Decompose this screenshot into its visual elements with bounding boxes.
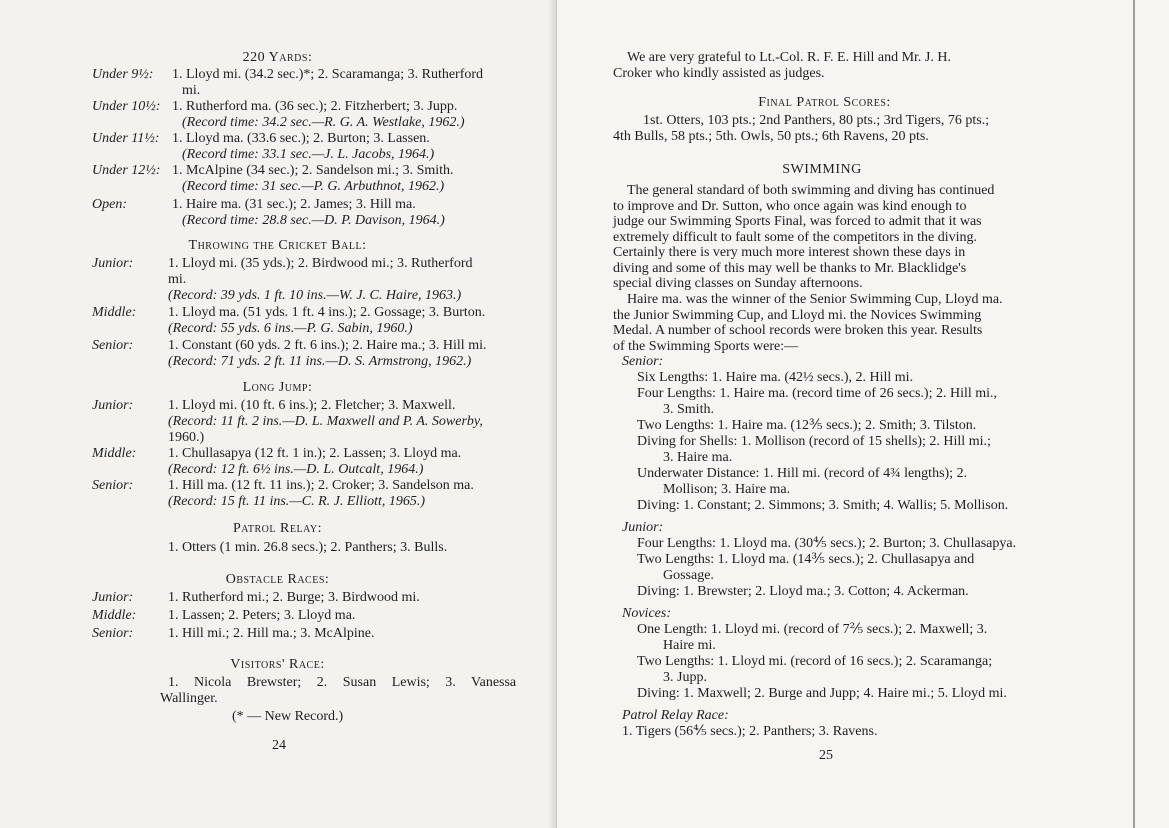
entry-obstacle-senior: [92, 626, 532, 644]
page-number: 25: [819, 748, 833, 763]
paragraph-line: the Junior Swimming Cup, and Lloyd mi. the Novices Swimming: [613, 307, 982, 323]
entry-cricket-middle: [92, 305, 532, 339]
entry-label: Middle:: [92, 305, 137, 320]
entry-line: 1. McAlpine (34 sec.); 2. Sandelson mi.; 3. Smith.: [172, 163, 454, 178]
record-line: (Record time: 34.2 sec.—R. G. A. Westlake, 1962.): [182, 115, 465, 130]
entry-line: 1. Lloyd ma. (33.6 sec.); 2. Burton; 3. Lassen.: [172, 131, 430, 146]
swimming-paragraph-1: [613, 183, 1033, 292]
entry-line: 1. Lloyd mi. (10 ft. 6 ins.); 2. Fletcher; 3. Maxwell.: [168, 398, 456, 413]
intro-paragraph: [613, 50, 1033, 81]
entry-visitors-race: [160, 675, 517, 709]
entry-label: Under 11½:: [92, 131, 160, 146]
result-line: Two Lengths: 1. Haire ma. (12⅗ secs.); 2. Smith; 3. Tilston.: [637, 418, 977, 433]
paragraph-line: Croker who kindly assisted as judges.: [613, 65, 825, 81]
swimming-heading: SWIMMING: [782, 162, 862, 177]
result-line: Gossage.: [663, 568, 714, 583]
result-line: Two Lengths: 1. Lloyd ma. (14⅗ secs.); 2. Chullasapya and: [637, 552, 975, 567]
result-line: Six Lengths: 1. Haire ma. (42½ secs.), 2. Hill mi.: [637, 370, 914, 385]
result-line: 3. Smith.: [663, 402, 714, 417]
group-label-junior: Junior:: [622, 520, 664, 535]
entry-under-11: [92, 131, 532, 165]
result-line: Diving: 1. Maxwell; 2. Burge and Jupp; 4. Haire mi.; 5. Lloyd mi.: [637, 686, 1007, 701]
entry-label: Middle:: [92, 446, 137, 461]
entry-longjump-junior: [92, 398, 532, 448]
entry-obstacle-junior: [92, 590, 532, 608]
paragraph-line: to improve and Dr. Sutton, who once again was kind enough to: [613, 198, 967, 214]
section-heading-patrol-relay: Patrol Relay:: [233, 521, 322, 536]
result-line: Four Lengths: 1. Lloyd ma. (30⅘ secs.); 2. Burton; 3. Chullasapya.: [637, 536, 1017, 551]
entry-label: Under 10½:: [92, 99, 161, 114]
entry-label: Middle:: [92, 608, 137, 623]
record-line: (Record: 55 yds. 6 ins.—P. G. Sabin, 1960.): [168, 321, 413, 336]
entry-line: 1. Chullasapya (12 ft. 1 in.); 2. Lassen; 3. Lloyd ma.: [168, 446, 462, 461]
entry-cricket-junior: [92, 256, 532, 306]
entry-label: Open:: [92, 197, 127, 212]
section-heading-visitors-race: Visitors' Race:: [230, 657, 325, 672]
record-line: (Record: 12 ft. 6½ ins.—D. L. Outcalt, 1964.): [168, 462, 424, 477]
result-line: Diving for Shells: 1. Mollison (record of 15 shells); 2. Hill mi.;: [637, 434, 991, 449]
entry-label: Senior:: [92, 626, 134, 641]
final-patrol-scores: [613, 113, 1033, 144]
result-line: Two Lengths: 1. Lloyd mi. (record of 16 secs.); 2. Scaramanga;: [637, 654, 993, 669]
record-line: (Record time: 33.1 sec.—J. L. Jacobs, 1964.): [182, 147, 435, 162]
entry-line: Wallinger.: [160, 691, 218, 706]
record-line: (Record: 39 yds. 1 ft. 10 ins.—W. J. C. Haire, 1963.): [168, 288, 462, 303]
entry-label: Senior:: [92, 478, 134, 493]
entry-line: 1. Rutherford ma. (36 sec.); 2. Fitzherbert; 3. Jupp.: [172, 99, 458, 114]
result-line: 1. Tigers (56⅘ secs.); 2. Panthers; 3. Ravens.: [622, 724, 878, 739]
entry-under-9: [92, 67, 532, 101]
entry-line: 1. Hill mi.; 2. Hill ma.; 3. McAlpine.: [168, 626, 375, 641]
result-line: Diving: 1. Brewster; 2. Lloyd ma.; 3. Cotton; 4. Ackerman.: [637, 584, 969, 599]
paragraph-line: 4th Bulls, 58 pts.; 5th. Owls, 50 pts.; 6th Ravens, 20 pts.: [613, 128, 929, 144]
paragraph-line: The general standard of both swimming and diving has continued: [627, 183, 995, 198]
swimming-paragraph-2: [613, 292, 1033, 354]
entry-line: mi.: [168, 272, 187, 287]
entry-label: Under 12½:: [92, 163, 161, 178]
paragraph-line: Haire ma. was the winner of the Senior Swimming Cup, Lloyd ma.: [627, 292, 1003, 307]
group-label-senior: Senior:: [622, 354, 664, 369]
section-heading-220-yards: 220 Yards:: [242, 50, 313, 65]
entry-line: 1. Lloyd mi. (35 yds.); 2. Birdwood mi.; 3. Rutherford: [168, 256, 473, 271]
group-label-patrol-relay-race: Patrol Relay Race:: [622, 708, 729, 723]
entry-line: 1. Lloyd mi. (34.2 sec.)*; 2. Scaramanga; 3. Rutherford: [172, 67, 484, 82]
entry-longjump-senior: [92, 478, 532, 512]
paragraph-line: judge our Swimming Sports Final, was forced to admit that it was: [613, 214, 982, 229]
entry-open: [92, 197, 532, 231]
result-line: Haire mi.: [663, 638, 716, 653]
record-line: (Record: 71 yds. 2 ft. 11 ins.—D. S. Armstrong, 1962.): [168, 354, 472, 369]
record-line: (Record time: 31 sec.—P. G. Arbuthnot, 1962.): [182, 179, 445, 194]
entry-line: 1. Lassen; 2. Peters; 3. Lloyd ma.: [168, 608, 356, 623]
entry-label: Junior:: [92, 590, 134, 605]
page-edge-line: [1133, 0, 1135, 828]
result-line: Underwater Distance: 1. Hill mi. (record of 4¾ lengths); 2.: [637, 466, 968, 481]
result-line: 3. Jupp.: [663, 670, 707, 685]
footnote: (* — New Record.): [232, 709, 344, 724]
entry-line: 1. Otters (1 min. 26.8 secs.); 2. Panthers; 3. Bulls.: [168, 540, 448, 555]
entry-patrol-relay: [168, 540, 538, 558]
paragraph-line: We are very grateful to Lt.-Col. R. F. E. Hill and Mr. J. H.: [627, 50, 951, 65]
paragraph-line: of the Swimming Sports were:—: [613, 338, 799, 354]
entry-line: 1. Nicola Brewster; 2. Susan Lewis; 3. Vanessa: [168, 675, 517, 690]
entry-under-10: [92, 99, 532, 133]
entry-line: 1. Rutherford mi.; 2. Burge; 3. Birdwood mi.: [168, 590, 420, 605]
result-line: One Length: 1. Lloyd mi. (record of 7⅖ secs.); 2. Maxwell; 3.: [637, 622, 988, 637]
paragraph-line: Certainly there is very much more interest shown these days in: [613, 245, 966, 260]
record-line: (Record: 15 ft. 11 ins.—C. R. J. Elliott, 1965.): [168, 494, 426, 509]
section-heading-obstacle-races: Obstacle Races:: [225, 572, 330, 587]
entry-line: 1. Lloyd ma. (51 yds. 1 ft. 4 ins.); 2. Gossage; 3. Burton.: [168, 305, 486, 320]
result-line: Four Lengths: 1. Haire ma. (record time of 26 secs.); 2. Hill mi.,: [637, 386, 998, 401]
paragraph-line: extremely difficult to fault some of the competitors in the diving.: [613, 229, 978, 245]
result-line: 3. Haire ma.: [663, 450, 733, 465]
entry-under-12: [92, 163, 532, 197]
paragraph-line: diving and some of this may well be thanks to Mr. Blacklidge's: [613, 260, 967, 276]
right-page: [557, 0, 1169, 828]
section-heading-long-jump: Long Jump:: [242, 380, 313, 395]
entry-line: 1. Haire ma. (31 sec.); 2. James; 3. Hill ma.: [172, 197, 416, 212]
group-label-novices: Novices:: [622, 606, 671, 621]
paragraph-line: 1st. Otters, 103 pts.; 2nd Panthers, 80 pts.; 3rd Tigers, 76 pts.;: [643, 113, 990, 128]
entry-line: 1. Hill ma. (12 ft. 11 ins.); 2. Croker; 3. Sandelson ma.: [168, 478, 474, 493]
entry-longjump-middle: [92, 446, 532, 480]
page-number: 24: [272, 738, 286, 753]
paragraph-line: special diving classes on Sunday afternoons.: [613, 276, 863, 291]
result-line: Mollison; 3. Haire ma.: [663, 482, 791, 497]
result-line: Diving: 1. Constant; 2. Simmons; 3. Smith; 4. Wallis; 5. Mollison.: [637, 498, 1009, 513]
entry-label: Senior:: [92, 338, 134, 353]
final-patrol-scores-heading: Final Patrol Scores:: [758, 95, 891, 110]
record-line: (Record time: 28.8 sec.—D. P. Davison, 1964.): [182, 213, 445, 228]
paragraph-line: Medal. A number of school records were broken this year. Results: [613, 323, 983, 338]
entry-label: Junior:: [92, 398, 134, 413]
entry-line: 1960.): [168, 430, 205, 445]
entry-obstacle-middle: [92, 608, 532, 626]
record-line: (Record: 11 ft. 2 ins.—D. L. Maxwell and P. A. Sowerby,: [168, 414, 483, 429]
left-page: [0, 0, 557, 828]
entry-label: Junior:: [92, 256, 134, 271]
section-heading-cricket-ball: Throwing the Cricket Ball:: [188, 238, 367, 253]
entry-cricket-senior: [92, 338, 532, 372]
entry-line: 1. Constant (60 yds. 2 ft. 6 ins.); 2. Haire ma.; 3. Hill mi.: [168, 338, 487, 353]
entry-line: mi.: [182, 83, 201, 98]
entry-label: Under 9½:: [92, 67, 154, 82]
